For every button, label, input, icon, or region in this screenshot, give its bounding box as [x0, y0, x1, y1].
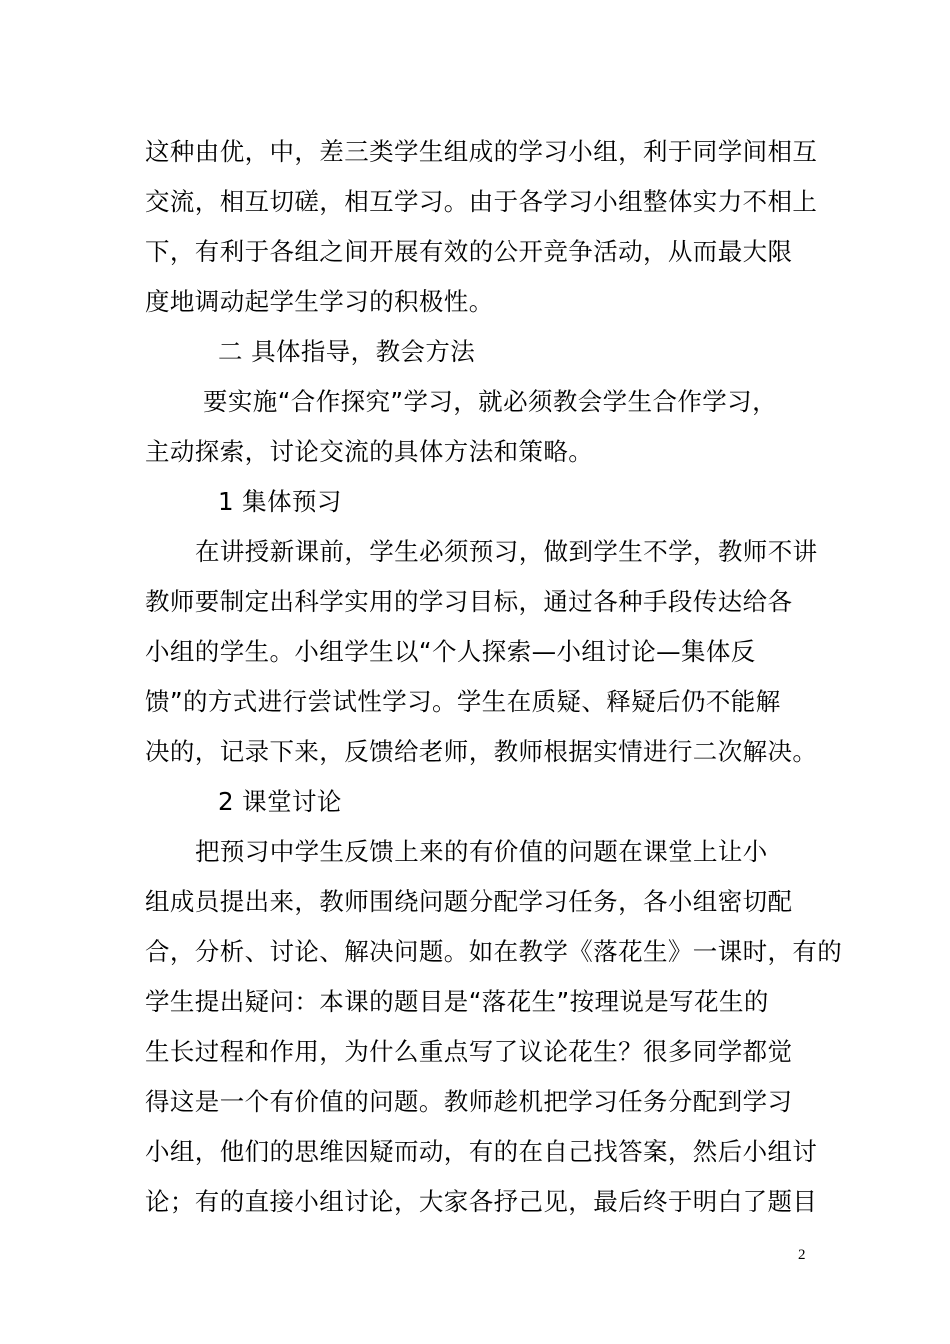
text-line: 把预习中学生反馈上来的有价值的问题在课堂上让小 — [195, 837, 768, 866]
subsection-heading: 1 集体预习 — [218, 487, 342, 516]
text-line: 组成员提出来，教师围绕问题分配学习任务，各小组密切配 — [145, 887, 793, 916]
text-line: 要实施“合作探究”学习，就必须教会学生合作学习， — [203, 387, 777, 416]
text-line: 在讲授新课前，学生必须预习，做到学生不学，教师不讲 — [195, 537, 818, 566]
text-line: 决的，记录下来，反馈给老师，教师根据实情进行二次解决。 — [145, 737, 818, 766]
text-line: 下，有利于各组之间开展有效的公开竞争活动，从而最大限 — [145, 237, 793, 266]
text-line: 度地调动起学生学习的积极性。 — [145, 287, 494, 316]
text-line: 合，分析、讨论、解决问题。如在教学《落花生》一课时，有的 — [145, 937, 843, 966]
text-line: 论；有的直接小组讨论，大家各抒己见，最后终于明白了题目 — [145, 1187, 818, 1216]
text-line: 主动探索，讨论交流的具体方法和策略。 — [145, 437, 594, 466]
text-line: 教师要制定出科学实用的学习目标，通过各种手段传达给各 — [145, 587, 793, 616]
text-line: 小组的学生。小组学生以“个人探索—小组讨论—集体反 — [145, 637, 756, 666]
text-line: 这种由优，中，差三类学生组成的学习小组，利于同学间相互 — [145, 137, 818, 166]
section-heading: 二 具体指导，教会方法 — [218, 337, 476, 366]
text-line: 得这是一个有价值的问题。教师趁机把学习任务分配到学习 — [145, 1087, 793, 1116]
text-line: 馈”的方式进行尝试性学习。学生在质疑、释疑后仍不能解 — [145, 687, 781, 716]
text-line: 学生提出疑问：本课的题目是“落花生”按理说是写花生的 — [145, 987, 769, 1016]
text-line: 小组，他们的思维因疑而动，有的在自己找答案，然后小组讨 — [145, 1137, 818, 1166]
text-line: 交流，相互切磋，相互学习。由于各学习小组整体实力不相上 — [145, 187, 818, 216]
page-number: 2 — [798, 1247, 806, 1263]
subsection-heading: 2 课堂讨论 — [218, 787, 342, 816]
text-line: 生长过程和作用，为什么重点写了议论花生？很多同学都觉 — [145, 1037, 793, 1066]
